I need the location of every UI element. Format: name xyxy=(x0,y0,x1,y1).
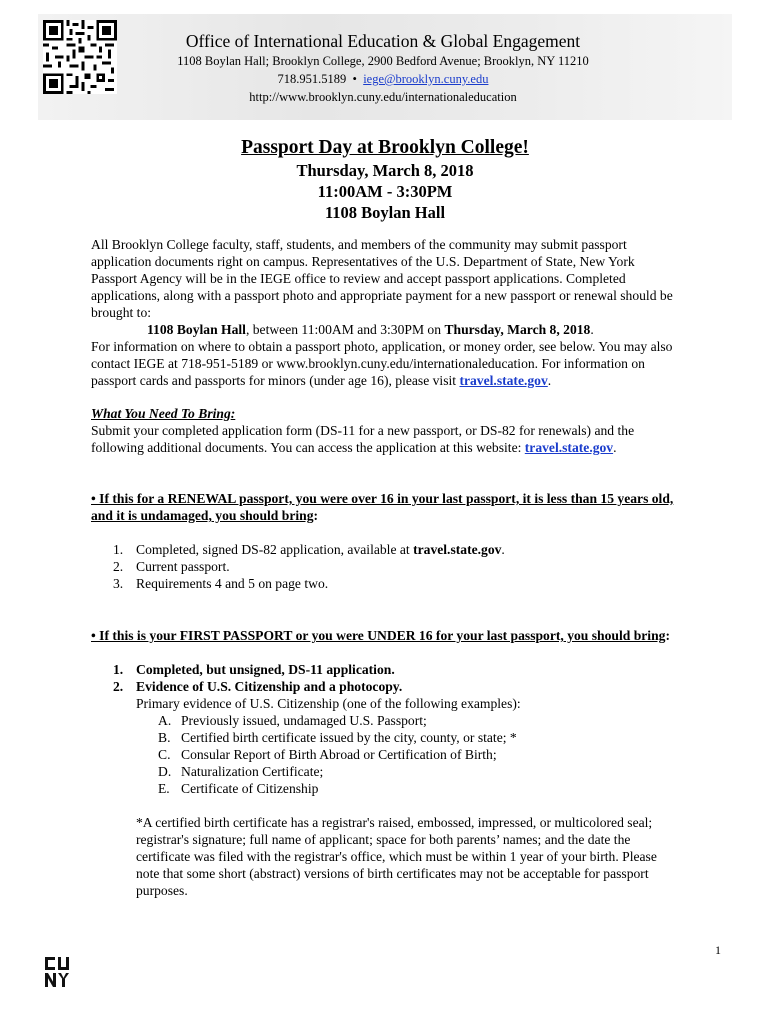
intro-paragraph: All Brooklyn College faculty, staff, students, and members of the community may submit passport application documents right on campus. Representatives of the U.S. Department of State, New York Passport Agency will be in the IEGE office to review and accept passport applications. Completed applications, along with a passport photo and appropriate payment for a new passport or renewal should be brought to: xyxy=(91,237,673,320)
office-phone: 718.951.5189 xyxy=(277,72,347,86)
renewal-list xyxy=(91,541,681,592)
item-text: Current passport. xyxy=(136,559,230,574)
location-end: . xyxy=(590,322,594,337)
letterhead-text xyxy=(130,30,636,106)
info-paragraph xyxy=(91,338,681,389)
list-item xyxy=(136,712,681,729)
renewal-heading xyxy=(91,490,681,524)
what-to-bring-end: . xyxy=(613,440,617,455)
cuny-logo-icon xyxy=(44,956,70,988)
item-number: 1. xyxy=(113,542,124,557)
list-item xyxy=(91,678,681,695)
first-passport-colon: : xyxy=(665,628,670,643)
item-text: Requirements 4 and 5 on page two. xyxy=(136,576,329,591)
list-item xyxy=(136,729,681,746)
location-line xyxy=(91,321,681,338)
birth-certificate-footnote: *A certified birth certificate has a registrar's raised, embossed, impressed, or multicolored seal; registrar's signature; full name of applicant; space for both parents’ names; and the date the certificate was filed with the registrar's office, which must be within 1 year of your birth. Please note that some short (abstract) versions of birth certificates may not be acceptable for passport purposes. xyxy=(136,815,657,898)
document-body xyxy=(91,236,681,899)
item-letter: E. xyxy=(158,781,170,796)
item-letter: B. xyxy=(158,730,171,745)
item-text: Previously issued, undamaged U.S. Passport; xyxy=(181,713,427,728)
qr-code-icon xyxy=(43,20,117,94)
item-letter: A. xyxy=(158,713,172,728)
what-to-bring-heading-text: What You Need To Bring xyxy=(91,406,231,421)
location-date: Thursday, March 8, 2018 xyxy=(444,322,591,337)
location-mid: , between 11:00AM and 3:30PM on xyxy=(245,322,445,337)
item-number: 1. xyxy=(113,662,124,677)
contact-line xyxy=(130,70,636,88)
office-address: 1108 Boylan Hall; Brooklyn College, 2900 Bedford Avenue; Brooklyn, NY 11210 xyxy=(177,54,589,68)
location-bold: 1108 Boylan Hall xyxy=(147,322,246,337)
what-to-bring-paragraph xyxy=(91,422,681,456)
page-number: 1 xyxy=(715,943,721,957)
renewal-colon: : xyxy=(313,508,319,523)
item-end: . xyxy=(501,542,505,557)
application-link[interactable]: travel.state.gov xyxy=(524,440,614,455)
event-location: 1108 Boylan Hall xyxy=(324,203,446,222)
list-item xyxy=(91,541,681,558)
what-to-bring-text: Submit your completed application form (DS-11 for a new passport, or DS-82 for renewals) and the following additional documents. You can access the application at this website: xyxy=(91,423,635,455)
first-passport-heading xyxy=(91,627,681,644)
info-end: . xyxy=(547,373,552,388)
info-text: For information on where to obtain a passport photo, application, or money order, see below. You may also contact IEGE at 718-951-5189 or www.brooklyn.cuny.edu/internationaleducation. For information on passport cards and passports for minors (under age 16), please visit xyxy=(91,339,673,388)
item-text: Certificate of Citizenship xyxy=(181,781,319,796)
first-passport-list xyxy=(91,661,681,695)
item-number: 2. xyxy=(113,559,124,574)
item-bold: travel.state.gov xyxy=(413,542,502,557)
list-item xyxy=(91,661,681,678)
event-time: 11:00AM - 3:30PM xyxy=(317,182,453,201)
list-item xyxy=(91,558,681,575)
travel-state-gov-link[interactable]: travel.state.gov xyxy=(459,373,548,388)
list-item xyxy=(91,575,681,592)
office-email-link[interactable]: iege@brooklyn.cuny.edu xyxy=(363,72,489,86)
evidence-examples-list xyxy=(91,712,681,797)
item-number: 3. xyxy=(113,576,124,591)
item-text: Consular Report of Birth Abroad or Certification of Birth; xyxy=(181,747,497,762)
event-title-block xyxy=(0,136,770,223)
office-title: Office of International Education & Global Engagement xyxy=(185,31,581,51)
item-text: Certified birth certificate issued by the city, county, or state; * xyxy=(181,730,517,745)
item-number: 2. xyxy=(113,679,124,694)
heading-colon: : xyxy=(230,406,236,421)
separator-dot: • xyxy=(352,72,357,86)
primary-evidence-label: Primary evidence of U.S. Citizenship (one of the following examples): xyxy=(136,696,521,711)
event-title: Passport Day at Brooklyn College! xyxy=(241,137,529,158)
item-text: Evidence of U.S. Citizenship and a photocopy. xyxy=(136,679,403,694)
renewal-heading-text: • If this for a RENEWAL passport, you were over 16 in your last passport, it is less than 15 years old, and it is undamaged, you should bring xyxy=(91,491,674,523)
list-item xyxy=(136,763,681,780)
list-item xyxy=(136,746,681,763)
office-website[interactable]: http://www.brooklyn.cuny.edu/internationaleducation xyxy=(249,90,517,104)
item-letter: C. xyxy=(158,747,171,762)
item-letter: D. xyxy=(158,764,172,779)
item-text: Naturalization Certificate; xyxy=(181,764,324,779)
first-passport-heading-text: • If this is your FIRST PASSPORT or you were UNDER 16 for your last passport, you should bring xyxy=(91,628,666,643)
list-item xyxy=(136,780,681,797)
event-date: Thursday, March 8, 2018 xyxy=(296,161,474,180)
item-text: Completed, signed DS-82 application, available at xyxy=(136,542,414,557)
what-to-bring-heading xyxy=(91,405,681,422)
item-text: Completed, but unsigned, DS-11 application. xyxy=(136,662,395,677)
